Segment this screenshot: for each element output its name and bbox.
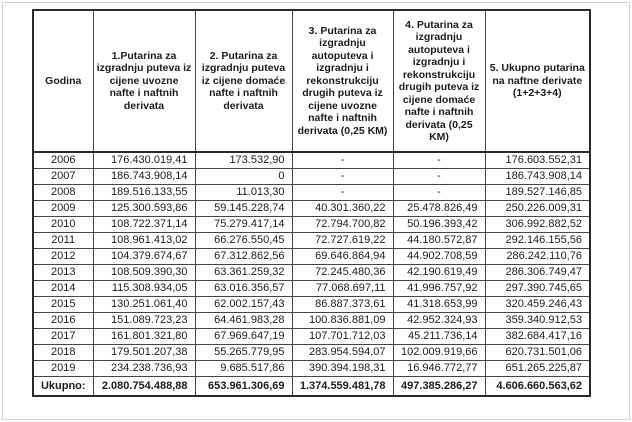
table-row	[33, 361, 590, 377]
value-cell: 286.306.749,47	[485, 265, 590, 281]
value-cell: 72.794.700,82	[292, 217, 393, 233]
table-row	[33, 249, 590, 265]
value-cell: 125.300.593,86	[93, 201, 195, 217]
table-body	[33, 152, 590, 377]
value-cell: 359.340.912,53	[485, 313, 590, 329]
value-cell: 107.701.712,03	[292, 329, 393, 345]
total-value-1: 2.080.754.488,88	[93, 377, 195, 397]
value-cell: 108.961.413,02	[93, 233, 195, 249]
year-cell: 2010	[33, 217, 93, 233]
table-row	[33, 201, 590, 217]
year-cell: 2017	[33, 329, 93, 345]
value-cell: 25.478.826,49	[393, 201, 485, 217]
table-row	[33, 265, 590, 281]
year-cell: 2012	[33, 249, 93, 265]
value-cell: 62.002.157,43	[195, 297, 292, 313]
value-cell: 104.379.674,67	[93, 249, 195, 265]
year-cell: 2007	[33, 169, 93, 185]
value-cell: 64.461.983,28	[195, 313, 292, 329]
value-cell: 45.211.736,14	[393, 329, 485, 345]
value-cell: 173.532,90	[195, 152, 292, 169]
value-cell: 161.801.321,80	[93, 329, 195, 345]
table-row	[33, 329, 590, 345]
value-cell: 86.887.373,61	[292, 297, 393, 313]
col-header-putarina-4: 4. Putarina za izgradnju autoputeva i izgradnju i rekonstrukciju drugih puteva iz cijene domaće nafte i naftnih derivata (0,25 KM)	[393, 10, 485, 152]
value-cell: 100.836.881,09	[292, 313, 393, 329]
col-header-putarina-3: 3. Putarina za izgradnju autoputeva i izgradnju i rekonstrukciju drugih puteva iz cijene uvozne nafte i naftnih derivata (0,25 KM)	[292, 10, 393, 152]
value-cell: 75.279.417,14	[195, 217, 292, 233]
value-cell: 234.238.736,93	[93, 361, 195, 377]
table-row	[33, 297, 590, 313]
table-row	[33, 185, 590, 201]
value-cell: 40.301.360,22	[292, 201, 393, 217]
value-cell: 176.603.552,31	[485, 152, 590, 169]
value-cell: 69.646.864,94	[292, 249, 393, 265]
table-row	[33, 169, 590, 185]
table-row	[33, 152, 590, 169]
value-cell: -	[292, 185, 393, 201]
year-cell: 2018	[33, 345, 93, 361]
value-cell: -	[393, 185, 485, 201]
value-cell: -	[292, 152, 393, 169]
total-value-4: 497.385.286,27	[393, 377, 485, 397]
total-value-5: 4.606.660.563,62	[485, 377, 590, 397]
table-row	[33, 281, 590, 297]
value-cell: 115.308.934,05	[93, 281, 195, 297]
table-row	[33, 313, 590, 329]
value-cell: -	[393, 169, 485, 185]
value-cell: 41.318.653,99	[393, 297, 485, 313]
total-label: Ukupno:	[33, 377, 93, 397]
value-cell: 151.089.723,23	[93, 313, 195, 329]
year-cell: 2008	[33, 185, 93, 201]
table-row	[33, 233, 590, 249]
value-cell: 63.361.259,32	[195, 265, 292, 281]
value-cell: 186.743.908,14	[485, 169, 590, 185]
value-cell: 66.276.550,45	[195, 233, 292, 249]
value-cell: -	[393, 152, 485, 169]
value-cell: 16.946.772,77	[393, 361, 485, 377]
value-cell: 63.016.356,57	[195, 281, 292, 297]
table-header	[33, 10, 590, 152]
value-cell: 189.516.133,55	[93, 185, 195, 201]
value-cell: 286.242.110,76	[485, 249, 590, 265]
year-cell: 2013	[33, 265, 93, 281]
value-cell: 42.952.324,93	[393, 313, 485, 329]
value-cell: 108.722.371,14	[93, 217, 195, 233]
value-cell: 72.245.480,36	[292, 265, 393, 281]
year-cell: 2014	[33, 281, 93, 297]
value-cell: 189.527.146,85	[485, 185, 590, 201]
value-cell: 283.954.594,07	[292, 345, 393, 361]
col-header-ukupno: 5. Ukupno putarina na naftne derivate (1+2+3+4)	[485, 10, 590, 152]
value-cell: 11.013,30	[195, 185, 292, 201]
value-cell: 186.743.908,14	[93, 169, 195, 185]
table-footer	[33, 377, 590, 397]
value-cell: 176.430.019,41	[93, 152, 195, 169]
value-cell: -	[292, 169, 393, 185]
value-cell: 9.685.517,86	[195, 361, 292, 377]
value-cell: 67.969.647,19	[195, 329, 292, 345]
value-cell: 390.394.198,31	[292, 361, 393, 377]
total-value-3: 1.374.559.481,78	[292, 377, 393, 397]
value-cell: 0	[195, 169, 292, 185]
total-row	[33, 377, 590, 397]
table-row	[33, 345, 590, 361]
value-cell: 67.312.862,56	[195, 249, 292, 265]
col-header-putarina-1: 1.Putarina za izgradnju puteva iz cijene uvozne nafte i naftnih derivata	[93, 10, 195, 152]
value-cell: 44.180.572,87	[393, 233, 485, 249]
year-cell: 2009	[33, 201, 93, 217]
value-cell: 130.251.061,40	[93, 297, 195, 313]
value-cell: 651.265.225,87	[485, 361, 590, 377]
value-cell: 320.459.246,43	[485, 297, 590, 313]
year-cell: 2011	[33, 233, 93, 249]
col-header-putarina-2: 2. Putarina za izgradnju puteva iz cijene domaće nafte i naftnih derivata	[195, 10, 292, 152]
total-value-2: 653.961.306,69	[195, 377, 292, 397]
year-cell: 2015	[33, 297, 93, 313]
table-row	[33, 217, 590, 233]
value-cell: 108.509.390,30	[93, 265, 195, 281]
year-cell: 2019	[33, 361, 93, 377]
value-cell: 292.146.155,56	[485, 233, 590, 249]
value-cell: 42.190.619,49	[393, 265, 485, 281]
putarina-table	[32, 9, 591, 397]
header-row	[33, 10, 590, 152]
value-cell: 306.992.882,52	[485, 217, 590, 233]
value-cell: 297.390.745,65	[485, 281, 590, 297]
page-frame	[2, 2, 630, 420]
value-cell: 77.068.697,11	[292, 281, 393, 297]
value-cell: 179.501.207,38	[93, 345, 195, 361]
value-cell: 41.996.757,92	[393, 281, 485, 297]
value-cell: 250.226.009,31	[485, 201, 590, 217]
value-cell: 72.727.619,22	[292, 233, 393, 249]
value-cell: 102.009.919,66	[393, 345, 485, 361]
year-cell: 2006	[33, 152, 93, 169]
year-cell: 2016	[33, 313, 93, 329]
value-cell: 55.265.779,95	[195, 345, 292, 361]
value-cell: 620.731.501,06	[485, 345, 590, 361]
value-cell: 50.196.393,42	[393, 217, 485, 233]
value-cell: 44.902.708,59	[393, 249, 485, 265]
col-header-godina: Godina	[33, 10, 93, 152]
value-cell: 59.145.228,74	[195, 201, 292, 217]
value-cell: 382.684.417,16	[485, 329, 590, 345]
